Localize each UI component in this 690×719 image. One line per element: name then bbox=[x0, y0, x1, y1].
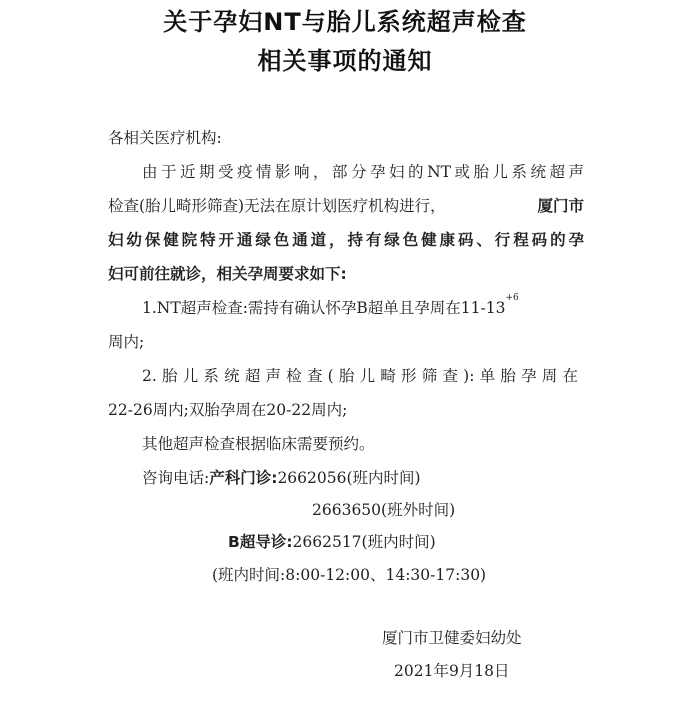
para1-line1: 由于近期受疫情影响，部分孕妇的NT或胎儿系统超声 bbox=[142, 163, 584, 181]
signature-date: 2021年9月18日 bbox=[394, 662, 510, 680]
contact-line1 bbox=[142, 466, 421, 488]
para1-line2-text: 检查(胎儿畸形筛查)无法在原计划医疗机构进行， bbox=[108, 197, 446, 215]
para1-line2-bold: 厦门市 bbox=[537, 197, 584, 215]
obstetrics-phone1: 2662056(班内时间) bbox=[277, 469, 421, 487]
para1-line2 bbox=[108, 194, 584, 216]
notice-title-line1: 关于孕妇NT与胎儿系统超声检查 bbox=[163, 8, 527, 36]
item2-line1: 2.胎儿系统超声检查(胎儿畸形筛查):单胎孕周在 bbox=[142, 367, 578, 385]
contact-line3 bbox=[228, 530, 436, 552]
item1-line2: 周内; bbox=[108, 333, 145, 351]
para1-line4-text: 相关孕周要求如下: bbox=[216, 265, 347, 283]
contact-label: 咨询电话: bbox=[142, 469, 210, 487]
ultrasound-phone: 2662517(班内时间) bbox=[292, 533, 436, 551]
item1-text: 1.NT超声检查:需持有确认怀孕B超单且孕周在11-13 bbox=[142, 299, 506, 317]
notice-title-line2: 相关事项的通知 bbox=[257, 47, 433, 75]
item1-superscript: +6 bbox=[505, 293, 519, 303]
item2-line2: 22-26周内;双胎孕周在20-22周内; bbox=[108, 401, 348, 419]
obstetrics-label: 产科门诊: bbox=[209, 469, 278, 487]
office-hours: (班内时间:8:00-12:00、14:30-17:30) bbox=[212, 566, 487, 584]
para1-line4-bold: 妇可前往就诊， bbox=[108, 265, 217, 283]
item1-line1 bbox=[142, 293, 519, 318]
para1-line3: 妇幼保健院特开通绿色通道，持有绿色健康码、行程码的孕 bbox=[108, 231, 584, 249]
other-exams-note: 其他超声检查根据临床需要预约。 bbox=[142, 435, 375, 453]
para1-line4 bbox=[108, 262, 347, 284]
salutation: 各相关医疗机构: bbox=[108, 129, 222, 147]
ultrasound-label: B超导诊: bbox=[228, 533, 293, 551]
obstetrics-phone2: 2663650(班外时间) bbox=[312, 501, 456, 519]
signature-org: 厦门市卫健委妇幼处 bbox=[382, 629, 522, 647]
